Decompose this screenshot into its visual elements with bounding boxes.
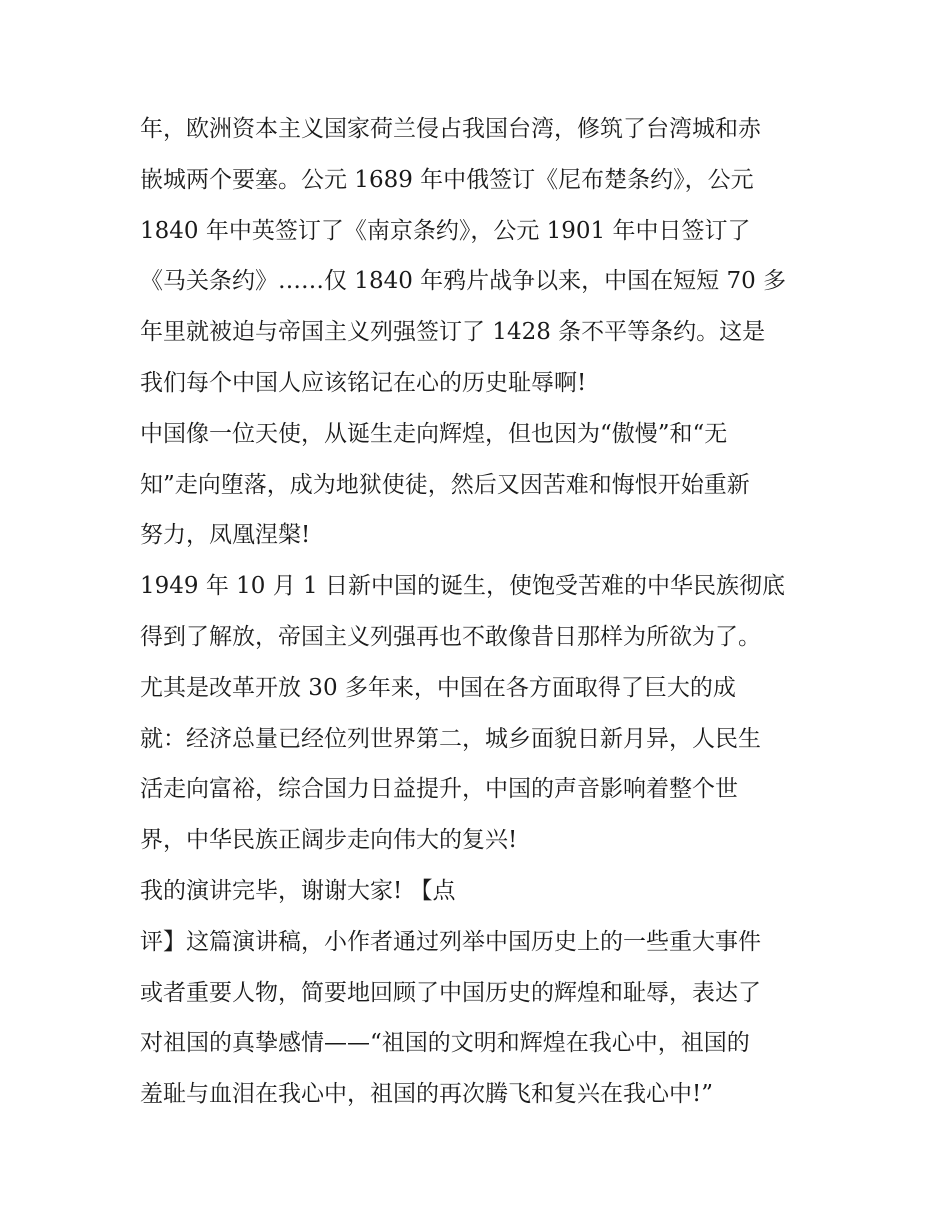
text-line: 羞耻与血泪在我心中，祖国的再次腾飞和复兴在我心中!” <box>140 1081 714 1108</box>
text-line: 1949 年 10 月 1 日新中国的诞生，使饱受苦难的中华民族彻底 <box>140 573 785 600</box>
text-line: 就：经济总量已经位列世界第二，城乡面貌日新月异，人民生 <box>140 725 761 752</box>
text-line: 中国像一位天使，从诞生走向辉煌，但也因为“傲慢”和“无 <box>140 420 728 447</box>
text-line: 界，中华民族正阔步走向伟大的复兴! <box>140 827 518 854</box>
text-line: 得到了解放，帝国主义列强再也不敢像昔日那样为所欲为了。 <box>140 623 761 650</box>
text-line: 或者重要人物，简要地回顾了中国历史的辉煌和耻辱，表达了 <box>140 979 761 1006</box>
text-line: 年里就被迫与帝国主义列强签订了 1428 条不平等条约。这是 <box>140 319 766 346</box>
text-line: 嵌城两个要塞。公元 1689 年中俄签订《尼布楚条约》，公元 <box>140 166 754 193</box>
text-line: 评】这篇演讲稿，小作者通过列举中国历史上的一些重大事件 <box>140 928 761 955</box>
text-line: 我的演讲完毕，谢谢大家! 【点 <box>140 877 456 904</box>
text-line: 对祖国的真挚感情——“祖国的文明和辉煌在我心中，祖国的 <box>140 1030 750 1057</box>
text-line: 《马关条约》……仅 1840 年鸦片战争以来，中国在短短 70 多 <box>140 268 787 295</box>
text-line: 我们每个中国人应该铭记在心的历史耻辱啊! <box>140 369 587 396</box>
text-line: 尤其是改革开放 30 多年来，中国在各方面取得了巨大的成 <box>140 674 736 701</box>
text-line: 年，欧洲资本主义国家荷兰侵占我国台湾，修筑了台湾城和赤 <box>140 116 761 142</box>
body-text <box>140 104 820 1120</box>
text-line: 努力，凤凰涅槃! <box>140 522 311 549</box>
text-line: 活走向富裕，综合国力日益提升，中国的声音影响着整个世 <box>140 776 738 803</box>
text-line: 知”走向堕落，成为地狱使徒，然后又因苦难和悔恨开始重新 <box>140 471 750 498</box>
text-line: 1840 年中英签订了《南京条约》，公元 1901 年中日签订了 <box>140 217 751 244</box>
